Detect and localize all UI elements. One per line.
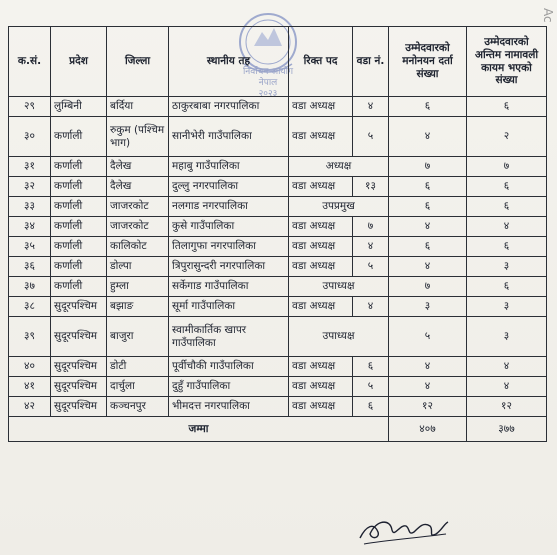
row-ward: ६ — [353, 357, 389, 377]
header-post: रिक्त पद — [289, 27, 353, 97]
row-sn: ३८ — [9, 297, 51, 317]
row-district: बर्दिया — [107, 97, 169, 117]
table-row — [9, 157, 547, 177]
row-province: कर्णाली — [51, 217, 107, 237]
row-post: वडा अध्यक्ष — [289, 237, 353, 257]
row-sn: ४० — [9, 357, 51, 377]
row-ward: १३ — [353, 177, 389, 197]
row-district: रुकुम (पश्चिम भाग) — [107, 117, 169, 157]
row-local-level: तिलागुफा नगरपालिका — [169, 237, 289, 257]
row-nominations: ४ — [389, 357, 467, 377]
header-sn: क.सं. — [9, 27, 51, 97]
row-district: कञ्चनपुर — [107, 397, 169, 417]
row-local-level: सानीभेरी गाउँपालिका — [169, 117, 289, 157]
row-district: डोटी — [107, 357, 169, 377]
header-district: जिल्ला — [107, 27, 169, 97]
row-district: हुम्ला — [107, 277, 169, 297]
candidate-table — [8, 26, 547, 442]
row-local-level: सूर्मा गाउँपालिका — [169, 297, 289, 317]
row-final: ४ — [467, 357, 547, 377]
row-province: सुदूरपश्चिम — [51, 297, 107, 317]
row-ward: ५ — [353, 257, 389, 277]
row-sn: ३६ — [9, 257, 51, 277]
header-row — [9, 27, 547, 97]
row-sn: ४१ — [9, 377, 51, 397]
row-post: वडा अध्यक्ष — [289, 397, 353, 417]
row-nominations: ३ — [389, 297, 467, 317]
row-nominations: ४ — [389, 217, 467, 237]
row-nominations: ६ — [389, 177, 467, 197]
row-local-level: महाबु गाउँपालिका — [169, 157, 289, 177]
row-final: ३ — [467, 257, 547, 277]
row-post: वडा अध्यक्ष — [289, 117, 353, 157]
table-row — [9, 197, 547, 217]
row-local-level: दुहुँ गाउँपालिका — [169, 377, 289, 397]
row-district: दैलेख — [107, 177, 169, 197]
row-sn: ३३ — [9, 197, 51, 217]
row-post: उपप्रमुख — [289, 197, 389, 217]
row-post: वडा अध्यक्ष — [289, 297, 353, 317]
row-ward: ६ — [353, 397, 389, 417]
row-nominations: ७ — [389, 277, 467, 297]
row-post: अध्यक्ष — [289, 157, 389, 177]
row-final: ६ — [467, 237, 547, 257]
row-ward: ७ — [353, 217, 389, 237]
row-final: १२ — [467, 397, 547, 417]
row-final: ३ — [467, 297, 547, 317]
total-label: जम्मा — [9, 417, 389, 442]
row-post: वडा अध्यक्ष — [289, 377, 353, 397]
row-final: ३ — [467, 317, 547, 357]
row-final: ६ — [467, 197, 547, 217]
table-row — [9, 297, 547, 317]
row-final: ४ — [467, 377, 547, 397]
row-province: सुदूरपश्चिम — [51, 377, 107, 397]
row-province: कर्णाली — [51, 277, 107, 297]
row-nominations: ४ — [389, 377, 467, 397]
row-local-level: ठाकुरबाबा नगरपालिका — [169, 97, 289, 117]
table-row — [9, 357, 547, 377]
row-nominations: ४ — [389, 257, 467, 277]
row-local-level: त्रिपुरासुन्दरी नगरपालिका — [169, 257, 289, 277]
row-ward: ५ — [353, 117, 389, 157]
row-nominations: ६ — [389, 97, 467, 117]
row-final: ६ — [467, 177, 547, 197]
row-local-level: नलगाड नगरपालिका — [169, 197, 289, 217]
row-local-level: पूर्वीचौकी गाउँपालिका — [169, 357, 289, 377]
row-post: वडा अध्यक्ष — [289, 97, 353, 117]
row-local-level: दुल्लु नगरपालिका — [169, 177, 289, 197]
row-local-level: सर्केगाड गाउँपालिका — [169, 277, 289, 297]
row-local-level: स्वामीकार्तिक खापर गाउँपालिका — [169, 317, 289, 357]
row-nominations: ७ — [389, 157, 467, 177]
row-district: बाजुरा — [107, 317, 169, 357]
row-local-level: भीमदत्त नगरपालिका — [169, 397, 289, 417]
row-sn: ३५ — [9, 237, 51, 257]
row-post: उपाध्यक्ष — [289, 277, 389, 297]
header-nominations: उम्मेदवारको मनोनयन दर्ता संख्या — [389, 27, 467, 97]
table-row — [9, 317, 547, 357]
row-sn: ३७ — [9, 277, 51, 297]
row-province: कर्णाली — [51, 257, 107, 277]
header-final: उम्मेदवारको अन्तिम नामावली कायम भएको संख्या — [467, 27, 547, 97]
row-ward: ४ — [353, 237, 389, 257]
row-sn: ३४ — [9, 217, 51, 237]
total-nominations: ४०७ — [389, 417, 467, 442]
corner-mark: Ac — [541, 8, 555, 23]
row-district: कालिकोट — [107, 237, 169, 257]
row-sn: ३९ — [9, 317, 51, 357]
row-district: जाजरकोट — [107, 197, 169, 217]
row-district: बझाङ — [107, 297, 169, 317]
row-final: ६ — [467, 277, 547, 297]
row-sn: ३१ — [9, 157, 51, 177]
row-post: वडा अध्यक्ष — [289, 257, 353, 277]
row-province: कर्णाली — [51, 237, 107, 257]
table-row — [9, 177, 547, 197]
stamp-text-mid: नेपाल — [258, 78, 278, 88]
table-row — [9, 277, 547, 297]
row-nominations: १२ — [389, 397, 467, 417]
row-ward: ५ — [353, 377, 389, 397]
table-row — [9, 397, 547, 417]
row-post: वडा अध्यक्ष — [289, 217, 353, 237]
row-final: ४ — [467, 217, 547, 237]
row-post: वडा अध्यक्ष — [289, 177, 353, 197]
total-final: ३७७ — [467, 417, 547, 442]
stamp-text-top: निर्वाचन आयोग — [242, 67, 294, 77]
row-nominations: ५ — [389, 317, 467, 357]
row-final: ६ — [467, 97, 547, 117]
stamp-text-year: २०२३ — [258, 89, 278, 98]
row-province: कर्णाली — [51, 197, 107, 217]
row-post: उपाध्यक्ष — [289, 317, 389, 357]
row-sn: २९ — [9, 97, 51, 117]
table-row — [9, 217, 547, 237]
total-row — [9, 417, 547, 442]
table-row — [9, 377, 547, 397]
signature-icon — [356, 508, 452, 548]
table-row — [9, 257, 547, 277]
row-district: दार्चुला — [107, 377, 169, 397]
row-province: सुदूरपश्चिम — [51, 357, 107, 377]
table-row — [9, 237, 547, 257]
row-final: २ — [467, 117, 547, 157]
row-sn: ३० — [9, 117, 51, 157]
row-ward: ४ — [353, 297, 389, 317]
row-province: सुदूरपश्चिम — [51, 317, 107, 357]
row-district: जाजरकोट — [107, 217, 169, 237]
row-final: ७ — [467, 157, 547, 177]
row-nominations: ४ — [389, 117, 467, 157]
row-sn: ३२ — [9, 177, 51, 197]
row-province: कर्णाली — [51, 157, 107, 177]
row-district: डोल्पा — [107, 257, 169, 277]
header-local-level: स्थानीय तह — [169, 27, 289, 97]
header-province: प्रदेश — [51, 27, 107, 97]
row-nominations: ६ — [389, 237, 467, 257]
row-sn: ४२ — [9, 397, 51, 417]
row-province: लुम्बिनी — [51, 97, 107, 117]
table-row — [9, 117, 547, 157]
header-ward: वडा नं. — [353, 27, 389, 97]
row-local-level: कुसे गाउँपालिका — [169, 217, 289, 237]
table-row — [9, 97, 547, 117]
row-nominations: ६ — [389, 197, 467, 217]
row-province: कर्णाली — [51, 117, 107, 157]
row-ward: ४ — [353, 97, 389, 117]
row-district: दैलेख — [107, 157, 169, 177]
row-province: सुदूरपश्चिम — [51, 397, 107, 417]
row-post: वडा अध्यक्ष — [289, 357, 353, 377]
row-province: कर्णाली — [51, 177, 107, 197]
